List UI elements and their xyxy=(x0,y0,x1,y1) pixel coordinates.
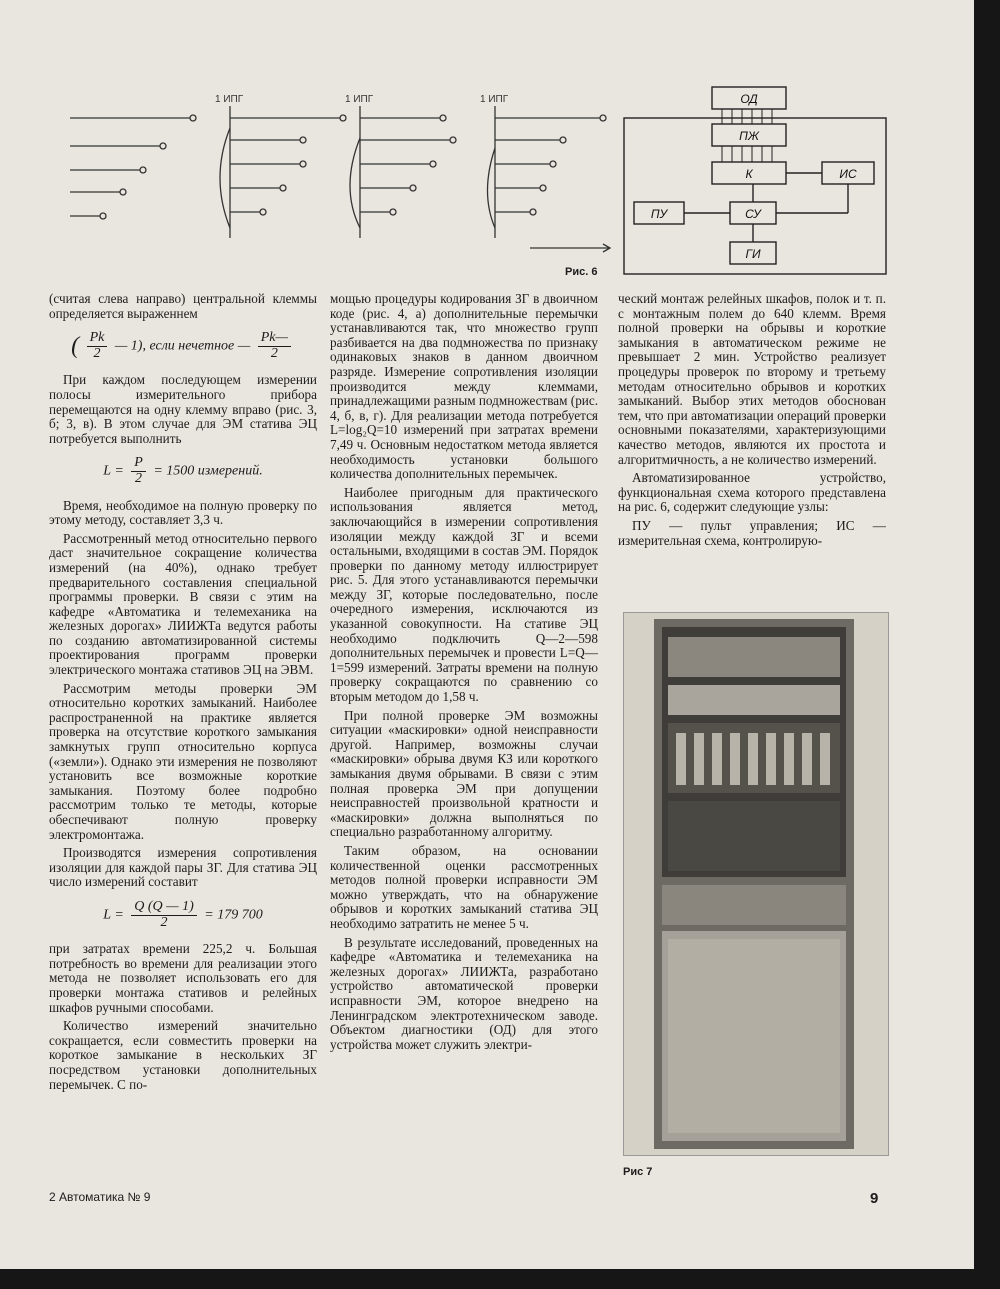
formula-3-denominator: 2 xyxy=(160,914,168,930)
formula-2-numerator: P xyxy=(131,456,146,472)
formula-3-right: = 179 700 xyxy=(204,907,263,923)
block-k: К xyxy=(745,167,753,181)
paragraph: (считая слева направо) центральной клеммы определяется выраженнем xyxy=(49,291,317,321)
paragraph: ческий монтаж релейных шкафов, полок и т. п. с монтажным полем до 640 клемм. Время полной проверки на обрывы и короткие замыкания в автоматическом режиме не превышает 2 мин. Устройство реализует процедуры проверок по второму и третьему методам относительно обрывов и коротких замыканий. Выбор этих методов обоснован тем, что при автоматизации операций проверки основными показателями, характеризующими качество методов, являются их простота и алгоритмичность, а не количество измерений. xyxy=(618,291,886,467)
block-gi: ГИ xyxy=(745,247,761,261)
text-column-1 xyxy=(49,292,317,1096)
formula-2-denominator: 2 xyxy=(135,470,143,486)
formula-3-left: L = xyxy=(103,907,124,923)
block-su: СУ xyxy=(745,207,761,221)
page-number: 9 xyxy=(870,1190,879,1207)
fig3-label-c: 1 ИПГ xyxy=(480,94,509,105)
paragraph: При каждом последующем измерении полосы измерительного прибора перемещаются на одну клемму вправо (рис. 3, б; 3, в). В этом случае для ЭМ статива ЭЦ потребуется выполнить xyxy=(49,372,317,446)
text-column-3 xyxy=(618,292,886,552)
paragraph: ПУ — пульт управления; ИС — измерительная схема, контролирую- xyxy=(618,517,886,548)
paragraph: Рассмотренный метод относительно первого даст значительное сокращение количества измерений (на 40%), однако требует предварительного составления специальной программы проверки. В связи с этим на кафедре «Автоматика и телемеханика на железных дорогах» ЛИИЖТа ведутся работы по созданию автоматизированной системы проектирования программ проверки электрического монтажа стативов ЭЦ на ЭВМ. xyxy=(49,530,317,678)
page-edge-shadow-bottom xyxy=(0,1269,1000,1289)
formula-3 xyxy=(49,900,317,930)
paragraph: Таким образом, на основании количественной оценки рассмотренных методов полной проверки исправности ЭМ можно утверждать, что на обнаружение обрывов и коротких замыканий статива ЭЦ необходимо затратить не менее 5 ч. xyxy=(330,842,598,931)
text-column-2 xyxy=(330,292,598,1056)
formula-3-numerator: Q (Q — 1) xyxy=(131,900,197,916)
paragraph: Время, необходимое на полную проверку по этому методу, составляет 3,3 ч. xyxy=(49,497,317,528)
fig3-label-b: 1 ИПГ xyxy=(345,94,374,105)
figure-6-caption: Рис. 6 xyxy=(565,266,598,278)
figure-7-photo xyxy=(623,612,889,1156)
journal-footer: 2 Автоматика № 9 xyxy=(49,1190,151,1204)
formula-2 xyxy=(49,456,317,486)
formula-1-text: — 1), если нечетное — xyxy=(114,338,251,354)
paragraph: при затратах времени 225,2 ч. Большая потребность во времени для реализации этого метода не позволяет использовать его для проверки монтажа стативов и релейных шкафов ручными способами. xyxy=(49,941,317,1015)
block-pu: ПУ xyxy=(650,207,668,221)
block-is: ИС xyxy=(839,167,857,181)
paragraph: При полной проверке ЭМ возможны ситуации «маскировки» одной неисправности другой. Например, возможны случаи «маскировки» обрыва двумя КЗ или короткого замыкания двумя обрывами. В связи с этим полная проверка ЭМ при допущении неисправностей произвольной кратности и «маскировки» должна выполняться по специально разработанному алгоритму. xyxy=(330,707,598,840)
paragraph: Количество измерений значительно сокращается, если совместить проверки на короткое замыкание в нескольких ЗГ посредством установки дополнительных перемычек. С по- xyxy=(49,1018,317,1092)
paragraph: Наиболее пригодным для практического использования является метод, заключающийся в измерении сопротивления изоляции между каждой ЗГ и всеми остальными, входящими в состав ЭМ. Порядок проверки по данному методу иллюстрирует рис. 5. Для этого устанавливаются перемычки между ЗГ, которые последовательно, после очередного измерения, исключаются из указанной совокупности. На стативе ЭЦ необходимо подключить Q—2—598 дополнительных перемычек и провести L=Q—1=599 измерений. Затраты времени на полную проверку сокращаются по сравнению со вторым методом до 1,58 ч. xyxy=(330,484,598,705)
figure-3-schematic xyxy=(40,88,620,258)
page-edge-shadow-right xyxy=(974,0,1000,1289)
formula-1-numerator: Pk xyxy=(87,331,108,347)
figure-6-block-diagram xyxy=(622,84,890,276)
formula-2-right: = 1500 измерений. xyxy=(153,463,263,479)
formula-1: ( $\frac{Pk}{2}$ — 1), если нечетное — $\frac{Pk—}{2}$ xyxy=(49,331,317,361)
paragraph: В результате исследований, проведенных на кафедре «Автоматика и телемеханика на железных дорогах» ЛИИЖТа, разработано устройство автоматической проверки исправности ЭМ, которое внедрено на Ленинградском электротехническом заводе. Объектом диагностики (ОД) для этого устройства может служить электри- xyxy=(330,934,598,1052)
formula-1-denominator: 2 xyxy=(93,345,101,361)
paragraph: Автоматизированное устройство, функциональная схема которого представлена на рис. 6, содержит следующие узлы: xyxy=(618,470,886,515)
formula-2-left: L = xyxy=(103,463,124,479)
block-od: ОД xyxy=(740,92,758,106)
formula-1b-denominator: 2 xyxy=(270,345,278,361)
paragraph: Рассмотрим методы проверки ЭМ относительно коротких замыканий. Наиболее распространенной на практике является проверка на отсутствие короткого замыкания замкнутых групп относительно корпуса («земли»). Однако эти измерения не позволяют установить все возможные короткие замыкания. Поэтому более подробно рассмотрим только те методы, которые обеспечивают полную проверку электромонтажа. xyxy=(49,680,317,842)
block-pzh: ПЖ xyxy=(739,129,759,143)
paragraph: Производятся измерения сопротивления изоляции для каждой пары ЗГ. Для статива ЭЦ число измерений составит xyxy=(49,845,317,890)
formula-1b-numerator: Pk— xyxy=(258,331,291,347)
fig3-label-a: 1 ИПГ xyxy=(215,94,244,105)
figure-7-caption: Рис 7 xyxy=(623,1166,653,1178)
paragraph: мощью процедуры кодирования ЗГ в двоичном коде (рис. 4, а) дополнительные перемычки устанавливаются так, что множество групп разбивается на два подмножества по признаку одинаковых знаков в данном двоичном разряде. Измерение сопротивления изоляции производится между клеммами, принадлежащими разным подмножествам (рис. 4, б, в, г). Для реализации метода потребуется L=log₂Q=10 измерений при затратах времени 7,49 ч. Основным недостатком метода является необходимость установки большого количества дополнительных перемычек. xyxy=(330,291,598,482)
